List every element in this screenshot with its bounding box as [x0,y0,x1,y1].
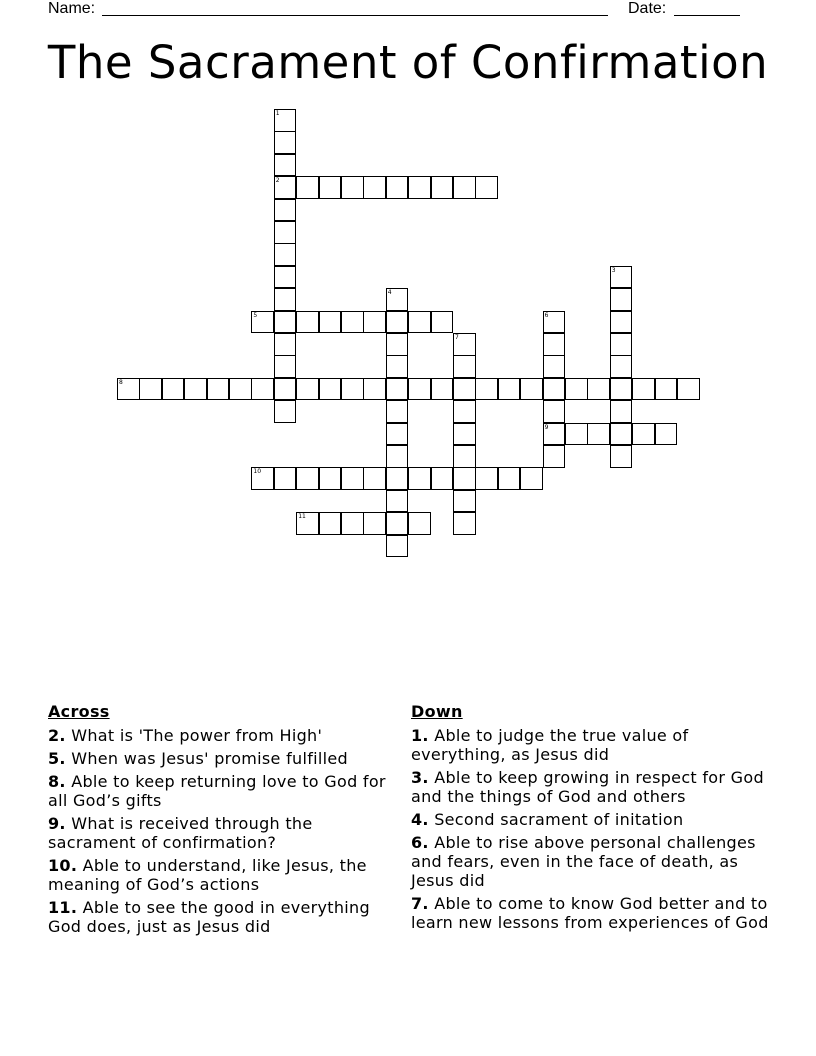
crossword-cell[interactable] [386,176,409,199]
clue-text: Second sacrament of initation [434,810,684,829]
crossword-cell[interactable] [207,378,230,401]
crossword-cell[interactable] [341,512,364,535]
crossword-cell[interactable] [386,288,409,311]
crossword-cell[interactable] [386,445,409,468]
date-field[interactable] [674,15,740,16]
clue-text: Able to keep growing in respect for God and the things of God and others [411,768,764,806]
crossword-cell[interactable] [655,423,678,446]
clue-across-10 [48,856,394,894]
crossword-cell[interactable] [274,176,297,199]
crossword-cell[interactable] [162,378,185,401]
crossword-cell[interactable] [251,467,274,490]
date-label: Date: [628,0,667,17]
crossword-cell[interactable] [655,378,678,401]
clue-number-label: 11 [298,513,306,521]
down-heading: Down [411,702,463,721]
crossword-cell[interactable] [543,423,566,446]
crossword-cell[interactable] [408,311,431,334]
crossword-cell[interactable] [117,378,140,401]
crossword-cell[interactable] [251,311,274,334]
crossword-cell[interactable] [431,378,454,401]
clue-across-2 [48,726,394,745]
clue-number-label: 9 [544,423,549,431]
crossword-cell[interactable] [453,423,476,446]
crossword-cell[interactable] [386,378,409,401]
crossword-cell[interactable] [543,355,566,378]
crossword-cell[interactable] [543,311,566,334]
clue-number: 9. [48,814,66,833]
clue-number: 1. [411,726,429,745]
crossword-cell[interactable] [184,378,207,401]
crossword-cell[interactable] [610,400,633,423]
crossword-cell[interactable] [274,199,297,222]
crossword-cell[interactable] [610,311,633,334]
crossword-cell[interactable] [677,378,700,401]
crossword-cell[interactable] [319,176,342,199]
clue-down-7 [411,894,771,932]
crossword-cell[interactable] [274,355,297,378]
crossword-cell[interactable] [319,512,342,535]
crossword-cell[interactable] [610,288,633,311]
crossword-cell[interactable] [363,176,386,199]
clue-number-label: 2 [275,177,280,185]
clue-text: When was Jesus' promise fulfilled [71,749,348,768]
crossword-cell[interactable] [139,378,162,401]
crossword-cell[interactable] [587,423,610,446]
crossword-cell[interactable] [475,467,498,490]
crossword-cell[interactable] [431,176,454,199]
crossword-cell[interactable] [543,333,566,356]
name-field[interactable] [102,15,608,16]
crossword-cell[interactable] [274,333,297,356]
clue-number: 10. [48,856,78,875]
clue-number: 11. [48,898,78,917]
crossword-cell[interactable] [341,467,364,490]
crossword-cell[interactable] [386,400,409,423]
crossword-cell[interactable] [453,512,476,535]
crossword-cell[interactable] [610,333,633,356]
crossword-cell[interactable] [453,445,476,468]
clue-across-9 [48,814,394,852]
across-heading: Across [48,702,110,721]
crossword-cell[interactable] [408,176,431,199]
name-label: Name: [48,0,96,17]
crossword-cell[interactable] [386,512,409,535]
crossword-cell[interactable] [363,378,386,401]
crossword-cell[interactable] [251,378,274,401]
crossword-cell[interactable] [453,176,476,199]
crossword-cell[interactable] [274,266,297,289]
crossword-cell[interactable] [632,423,655,446]
crossword-cell[interactable] [431,311,454,334]
crossword-cell[interactable] [296,311,319,334]
crossword-cell[interactable] [565,423,588,446]
crossword-cell[interactable] [341,378,364,401]
crossword-cell[interactable] [587,378,610,401]
clue-number-label: 5 [253,311,258,319]
clue-number: 5. [48,749,66,768]
crossword-cell[interactable] [610,445,633,468]
crossword-cell[interactable] [453,378,476,401]
clue-number: 7. [411,894,429,913]
crossword-cell[interactable] [274,243,297,266]
crossword-cell[interactable] [274,467,297,490]
crossword-cell[interactable] [319,467,342,490]
crossword-cell[interactable] [363,467,386,490]
crossword-cell[interactable] [565,378,588,401]
clue-down-3 [411,768,771,806]
crossword-cell[interactable] [610,355,633,378]
crossword-cell[interactable] [386,467,409,490]
clue-number-label: 3 [611,266,616,274]
crossword-cell[interactable] [274,109,297,132]
crossword-cell[interactable] [543,445,566,468]
crossword-cell[interactable] [296,378,319,401]
clue-number-label: 4 [387,289,392,297]
clue-across-5 [48,749,394,768]
crossword-cell[interactable] [296,176,319,199]
crossword-cell[interactable] [498,378,521,401]
crossword-cell[interactable] [475,378,498,401]
clue-text: Able to rise above personal challenges and fears, even in the face of death, as Jesus did [411,833,756,890]
crossword-cell[interactable] [229,378,252,401]
crossword-cell[interactable] [274,378,297,401]
clue-number: 8. [48,772,66,791]
crossword-cell[interactable] [543,400,566,423]
crossword-cell[interactable] [386,423,409,446]
crossword-cell[interactable] [453,490,476,513]
crossword-cell[interactable] [296,512,319,535]
crossword-cell[interactable] [610,378,633,401]
clue-down-4 [411,810,771,829]
clue-text: Able to keep returning love to God for all God’s gifts [48,772,386,810]
clue-number: 4. [411,810,429,829]
crossword-cell[interactable] [319,311,342,334]
clue-number-label: 6 [544,311,549,319]
clue-across-8 [48,772,394,810]
crossword-cell[interactable] [408,378,431,401]
clue-text: Able to judge the true value of everything, as Jesus did [411,726,689,764]
crossword-cell[interactable] [632,378,655,401]
crossword-cell[interactable] [386,535,409,558]
clue-down-1 [411,726,771,764]
crossword-cell[interactable] [274,221,297,244]
crossword-cell[interactable] [274,400,297,423]
clue-number: 6. [411,833,429,852]
crossword-cell[interactable] [498,467,521,490]
crossword-cell[interactable] [274,154,297,177]
crossword-cell[interactable] [431,467,454,490]
crossword-cell[interactable] [274,288,297,311]
across-clues [48,702,394,940]
crossword-cell[interactable] [453,333,476,356]
crossword-cell[interactable] [274,311,297,334]
crossword-cell[interactable] [520,467,543,490]
crossword-cell[interactable] [475,176,498,199]
clue-text: Able to come to know God better and to learn new lessons from experiences of God [411,894,769,932]
clue-text: What is 'The power from High' [71,726,323,745]
clue-text: Able to see the good in everything God does, just as Jesus did [48,898,370,936]
clue-number-label: 8 [119,378,123,386]
clue-number: 3. [411,768,429,787]
crossword-cell[interactable] [610,423,633,446]
clue-down-6 [411,833,771,890]
crossword-cell[interactable] [408,512,431,535]
crossword-cell[interactable] [274,131,297,154]
crossword-cell[interactable] [296,467,319,490]
crossword-cell[interactable] [453,400,476,423]
page-title: The Sacrament of Confirmation [47,36,769,89]
worksheet-header [48,0,748,20]
crossword-cell[interactable] [363,512,386,535]
clue-number-label: 10 [253,468,262,476]
crossword-cell[interactable] [453,467,476,490]
clue-text: What is received through the sacrament of confirmation? [48,814,313,852]
crossword-cell[interactable] [453,355,476,378]
clue-number-label: 7 [455,334,459,341]
crossword-cell[interactable] [408,467,431,490]
crossword-cell[interactable] [341,176,364,199]
crossword-cell[interactable] [386,355,409,378]
crossword-cell[interactable] [363,311,386,334]
clue-across-11 [48,898,394,936]
clue-number-label: 1 [275,110,280,117]
crossword-cell[interactable] [520,378,543,401]
crossword-cell[interactable] [610,266,633,289]
crossword-cell[interactable] [386,311,409,334]
crossword-cell[interactable] [386,490,409,513]
crossword-cell[interactable] [543,378,566,401]
crossword-cell[interactable] [341,311,364,334]
down-clues [411,702,771,936]
clue-number: 2. [48,726,66,745]
crossword-cell[interactable] [319,378,342,401]
crossword-cell[interactable] [386,333,409,356]
clue-text: Able to understand, like Jesus, the meaning of God’s actions [48,856,367,894]
